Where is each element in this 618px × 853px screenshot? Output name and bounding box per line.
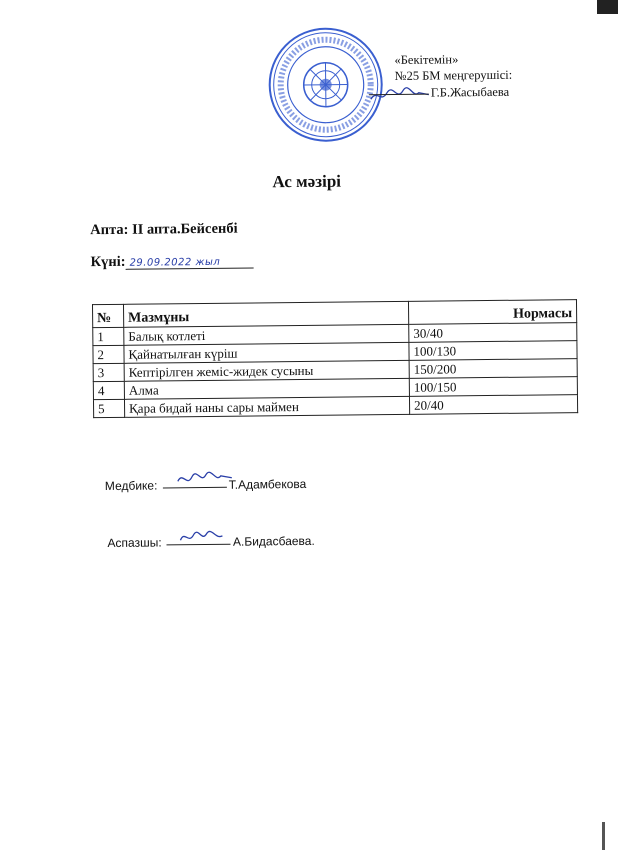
header-number: № (92, 304, 123, 327)
row-content: Алма (124, 378, 409, 399)
cook-label: Аспазшы: (107, 535, 161, 550)
signature-underline (163, 487, 227, 489)
signature-underline (369, 94, 429, 96)
row-content: Балық котлеті (124, 324, 409, 345)
date-value: 29.09.2022 жыл (125, 256, 253, 269)
approval-position: №25 БМ меңгерушісі: (395, 68, 513, 84)
row-number: 3 (93, 363, 124, 381)
approval-signature-line (369, 85, 510, 101)
cook-name: А.Бидасбаева. (233, 534, 315, 549)
date-label: Күні: (90, 254, 125, 270)
row-number: 2 (93, 345, 124, 363)
menu-table (92, 299, 578, 418)
row-content: Қайнатылған күріш (124, 342, 409, 363)
signature-underline (167, 544, 231, 546)
scan-corner-mark (597, 0, 618, 14)
row-content: Қара бидай наны сары маймен (124, 396, 409, 417)
approval-name: Г.Б.Жасыбаева (431, 85, 510, 100)
row-number: 5 (93, 399, 124, 417)
row-norm: 100/130 (409, 341, 577, 361)
header-norm: Нормасы (408, 300, 576, 325)
scan-edge-mark (602, 822, 605, 850)
row-norm: 30/40 (409, 323, 577, 343)
date-row (90, 252, 253, 271)
header-content: Мазмұны (123, 301, 408, 327)
table-row (93, 395, 577, 418)
official-seal-icon (266, 25, 385, 144)
row-number: 1 (93, 327, 124, 345)
nurse-signature-row (105, 477, 307, 493)
cook-signature-row (107, 534, 314, 550)
nurse-name: Т.Адамбекова (229, 477, 307, 492)
row-content: Кептірілген жеміс-жидек сусыны (124, 360, 409, 381)
row-norm: 100/150 (409, 377, 577, 397)
approval-title: «Бекітемін» (394, 52, 458, 68)
row-number: 4 (93, 381, 124, 399)
row-norm: 20/40 (409, 395, 577, 415)
page-title: Ас мәзірі (0, 169, 616, 195)
nurse-label: Медбике: (105, 478, 158, 493)
week-label: Апта: II апта.Бейсенбі (90, 221, 238, 240)
row-norm: 150/200 (409, 359, 577, 379)
